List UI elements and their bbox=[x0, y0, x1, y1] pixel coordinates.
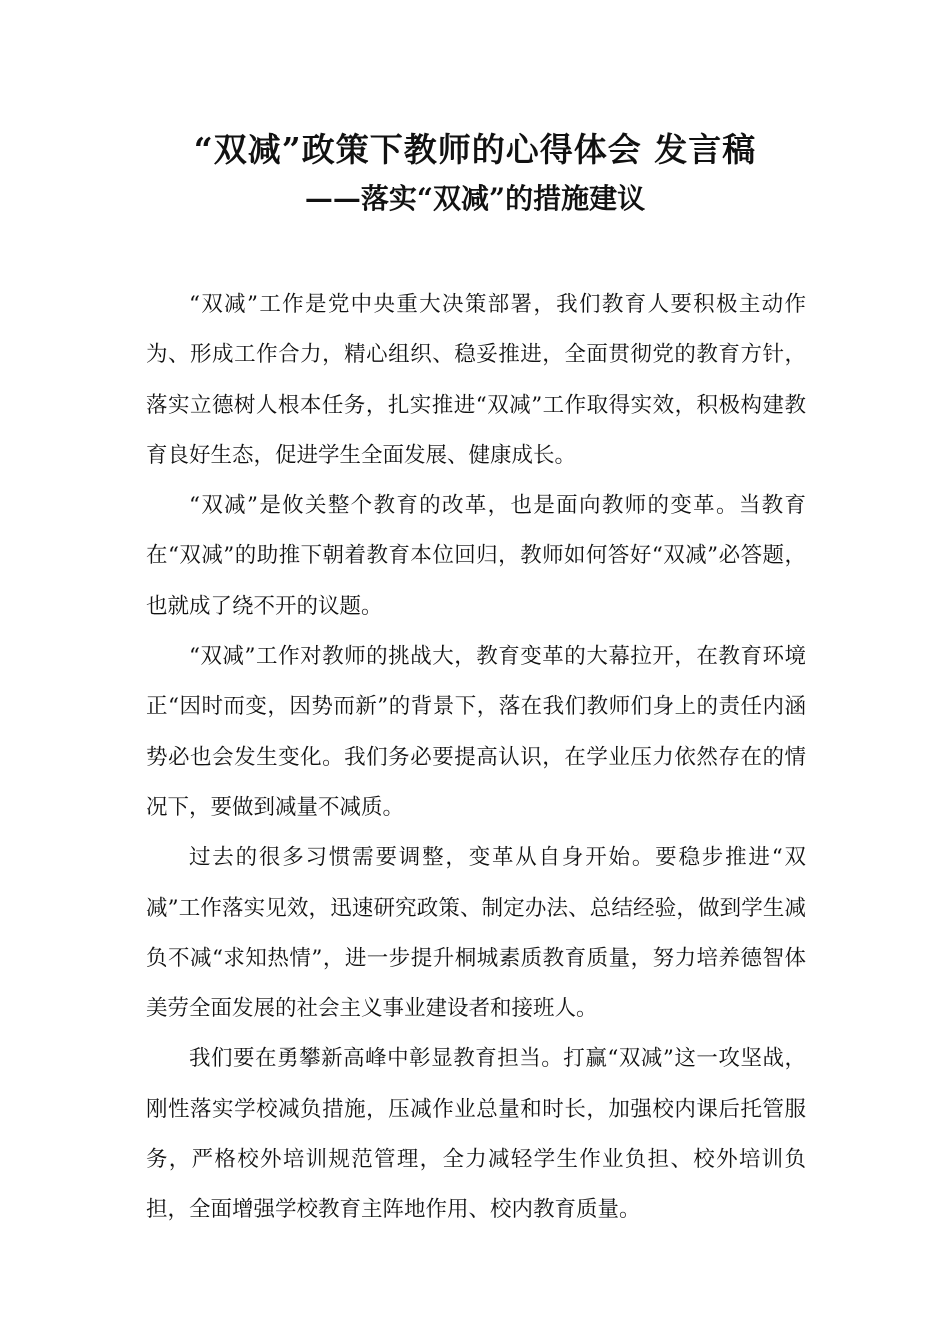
paragraph: “双减”工作是党中央重大决策部署，我们教育人要积极主动作为、形成工作合力，精心组织、稳妥推进，全面贯彻党的教育方针，落实立德树人根本任务，扎实推进“双减”工作取得实效，积极构建教育良好生态，促进学生全面发展、健康成长。 bbox=[146, 292, 806, 468]
paragraph: 我们要在勇攀新高峰中彰显教育担当。打赢“双减”这一攻坚战，刚性落实学校减负措施，压减作业总量和时长，加强校内课后托管服务，严格校外培训规范管理，全力减轻学生作业负担、校外培训负担，全面增强学校教育主阵地作用、校内教育质量。 bbox=[146, 1046, 806, 1223]
paragraph: “双减”工作对教师的挑战大，教育变革的大幕拉开，在教育环境正“因时而变，因势而新”的背景下，落在我们教师们身上的责任内涵势必也会发生变化。我们务必要提高认识，在学业压力依然存在的情况下，要做到减量不减质。 bbox=[146, 644, 806, 820]
paragraph: 过去的很多习惯需要调整，变革从自身开始。要稳步推进“双减”工作落实见效，迅速研究政策、制定办法、总结经验，做到学生减负不减“求知热情”，进一步提升桐城素质教育质量，努力培养德智体美劳全面发展的社会主义事业建设者和接班人。 bbox=[146, 845, 806, 1022]
document-title: “双减”政策下教师的心得体会 发言稿 bbox=[193, 130, 757, 169]
paragraph: “双减”是攸关整个教育的改革，也是面向教师的变革。当教育在“双减”的助推下朝着教育本位回归，教师如何答好“双减”必答题，也就成了绕不开的议题。 bbox=[146, 493, 806, 619]
document-subtitle: ——落实“双减”的措施建议 bbox=[304, 182, 646, 215]
document-body bbox=[146, 280, 806, 1236]
